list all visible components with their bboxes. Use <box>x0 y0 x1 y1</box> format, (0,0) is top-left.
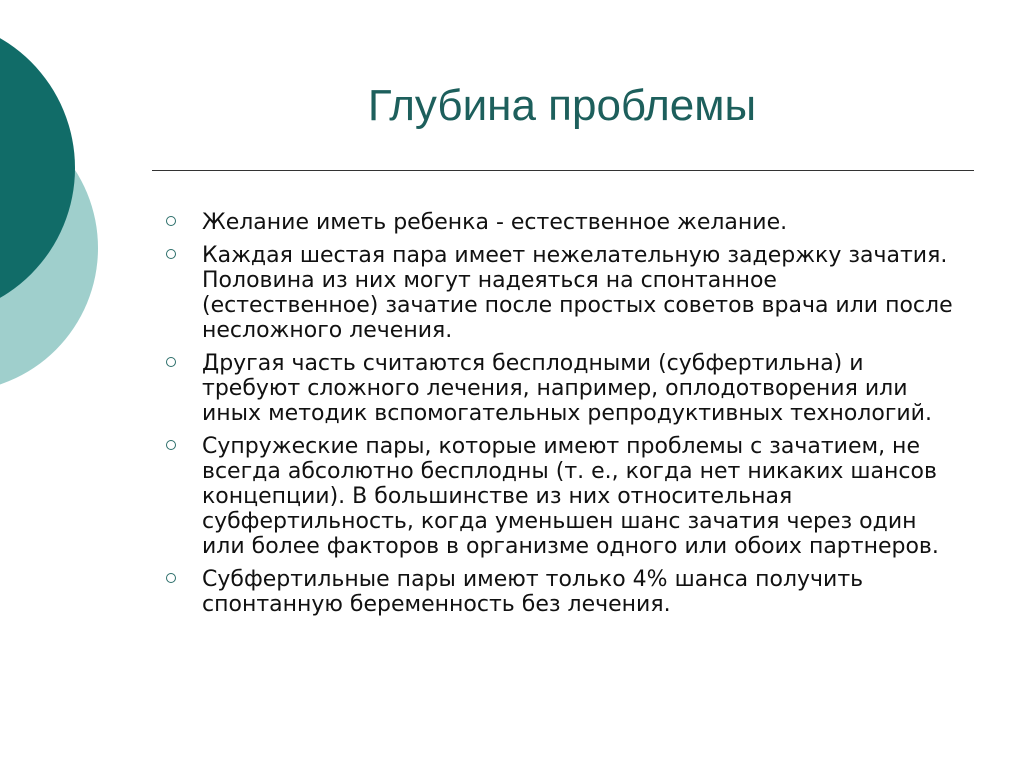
hollow-circle-icon <box>166 249 176 259</box>
bullet-text: Каждая шестая пара имеет нежелательную задержку зачатия. Половина из них могут надеяться на спонтанное (естественное) зачатие после простых советов врача или после несложного лечения. <box>202 243 953 343</box>
slide-title: Глубина проблемы <box>367 81 757 130</box>
list-item <box>160 351 960 426</box>
bullet-list <box>160 210 960 625</box>
bullet-text: Другая часть считаются бесплодными (субфертильна) и требуют сложного лечения, например, оплодотворения или иных методик вспомогательных репродуктивных технологий. <box>202 351 932 426</box>
list-item <box>160 567 960 617</box>
hollow-circle-icon <box>166 216 176 226</box>
hollow-circle-icon <box>166 440 176 450</box>
title-divider <box>152 170 974 171</box>
list-item <box>160 243 960 343</box>
bullet-text: Желание иметь ребенка - естественное желание. <box>202 210 788 235</box>
hollow-circle-icon <box>166 357 176 367</box>
hollow-circle-icon <box>166 573 176 583</box>
list-item <box>160 434 960 559</box>
list-item <box>160 210 960 235</box>
bullet-text: Субфертильные пары имеют только 4% шанса получить спонтанную беременность без лечения. <box>202 567 864 617</box>
bullet-text: Супружеские пары, которые имеют проблемы с зачатием, не всегда абсолютно бесплодны (т. е., когда нет никаких шансов концепции). В большинстве из них относительная субфертильность, когда уменьшен шанс зачатия через один или более факторов в организме одного или обоих партнеров. <box>202 434 939 559</box>
